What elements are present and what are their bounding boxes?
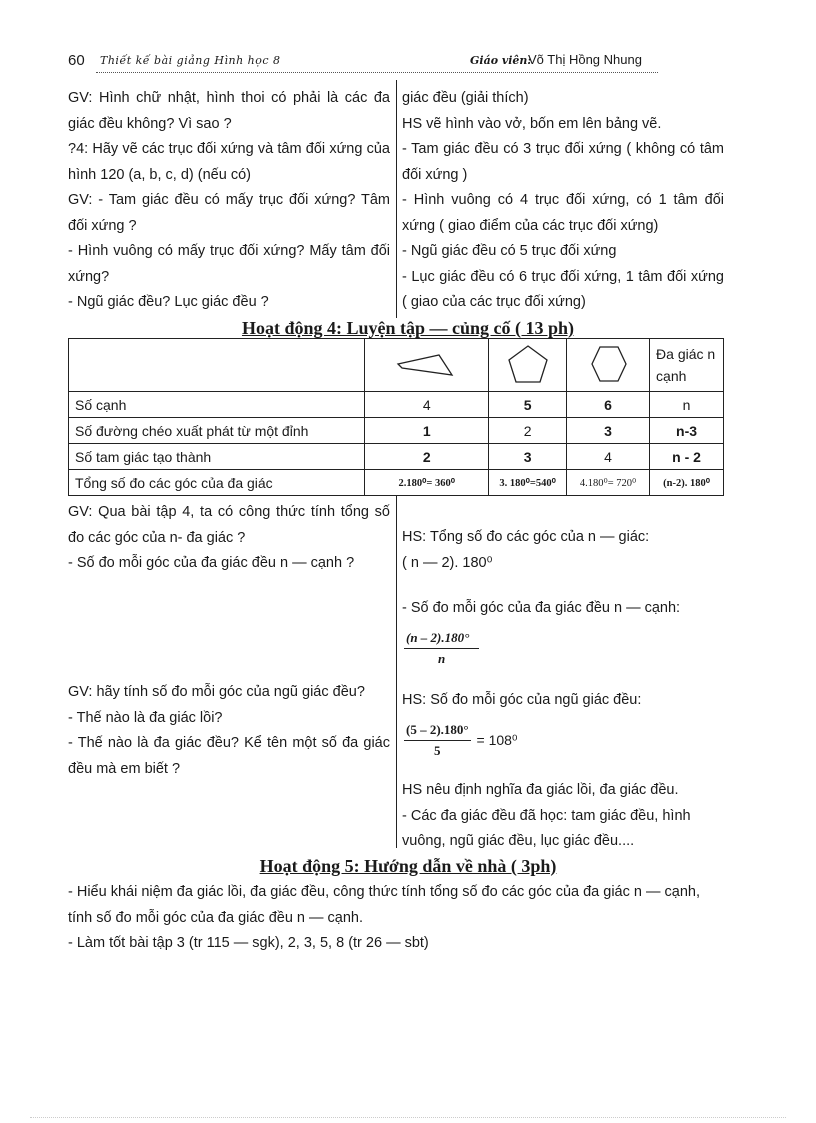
formula-denominator: 5 — [434, 743, 441, 758]
pentagon-angle-formula — [404, 722, 518, 759]
table-cell: 3 — [489, 444, 567, 470]
teacher-question: - Thế nào là đa giác đều? Kể tên một số đa giác đều mà em biết ? — [68, 735, 390, 777]
homework-item: - Làm tốt bài tập 3 (tr 115 — sgk), 2, 3, 5, 8 (tr 26 — sbt) — [68, 935, 429, 951]
column-divider — [396, 496, 397, 848]
homework-item: - Hiểu khái niệm đa giác lồi, đa giác đều, công thức tính tổng số đo các góc của đa giác n — cạnh, tính số đo mỗi góc của đa giác đều n — cạnh. — [68, 884, 700, 926]
student-answer: - Tam giác đều có 3 trục đối xứng ( không có tâm đối xứng ) — [402, 141, 724, 183]
student-answer: - Hình vuông có 4 trục đối xứng, có 1 tâm đối xứng ( giao điểm của các trục đối xứng) — [402, 192, 724, 234]
formula-numerator: (n – 2).180° — [404, 630, 479, 649]
teacher-question: - Hình vuông có mấy trục đối xứng? Mấy tâm đối xứng? — [68, 243, 390, 285]
student-answer: HS nêu định nghĩa đa giác lồi, đa giác đều. — [402, 782, 679, 798]
table-row — [69, 392, 724, 418]
activity4-heading: Hoạt động 4: Luyện tập — củng cố ( 13 ph) — [241, 318, 575, 338]
student-answer: - Lục giác đều có 6 trục đối xứng, 1 tâm đối xứng ( giao của các trục đối xứng) — [402, 268, 724, 310]
table-cell: 4 — [567, 444, 650, 470]
footer-rule — [30, 1117, 786, 1118]
teacher-question: GV: - Tam giác đều có mấy trục đối xứng? Tâm đối xứng ? — [68, 192, 390, 234]
table-cell: 2 — [365, 444, 489, 470]
activity5-heading: Hoạt động 5: Hướng dẫn về nhà ( 3ph) — [259, 856, 557, 876]
table-cell: 3 — [567, 418, 650, 444]
table-cell: (n-2). 180⁰ — [650, 470, 724, 496]
row-label: Số đường chéo xuất phát từ một đỉnh — [69, 418, 365, 444]
student-answer: giác đều (giải thích) — [402, 90, 529, 106]
teacher-question: - Ngũ giác đều? Lục giác đều ? — [68, 294, 269, 310]
student-answer: ( n — 2). 180⁰ — [402, 554, 493, 571]
teacher-question: GV: Hình chữ nhật, hình thoi có phải là các đa giác đều không? Vì sao ? — [68, 90, 390, 132]
section2-right-d — [402, 778, 724, 855]
student-answer: - Ngũ giác đều có 5 trục đối xứng — [402, 243, 617, 259]
book-title: Thiết kế bài giảng Hình học 8 — [100, 54, 281, 67]
teacher-name: Võ Thị Hồng Nhung — [528, 52, 642, 67]
table-cell: 6 — [567, 392, 650, 418]
teacher-question: - Số đo mỗi góc của đa giác đều n — cạnh ? — [68, 555, 355, 571]
polygon-table — [68, 338, 724, 496]
student-answer: HS vẽ hình vào vở, bốn em lên bảng vẽ. — [402, 115, 662, 132]
table-cell: 5 — [489, 392, 567, 418]
table-cell — [69, 339, 365, 392]
row-label: Số tam giác tạo thành — [69, 444, 365, 470]
column-divider — [396, 80, 397, 318]
page-number: 60 — [68, 52, 85, 69]
angle-formula — [404, 630, 479, 667]
table-cell: 2 — [489, 418, 567, 444]
n-gon-header: Đa giác n cạnh — [650, 339, 724, 392]
teacher-question: ?4: Hãy vẽ các trục đối xứng và tâm đối xứng của hình 120 (a, b, c, d) (nếu có) — [68, 141, 390, 183]
table-cell: 4 — [365, 392, 489, 418]
page-header — [68, 52, 658, 72]
section2-right-b — [402, 596, 724, 622]
table-cell: n-3 — [650, 418, 724, 444]
formula-numerator: (5 – 2).180° — [404, 722, 471, 741]
student-answer: - Các đa giác đều đã học: tam giác đều, hình vuông, ngũ giác đều, lục giác đều.... — [402, 807, 691, 849]
table-cell: 2.180⁰= 360⁰ — [365, 470, 489, 496]
homework — [68, 880, 724, 957]
table-row — [69, 444, 724, 470]
section2-right-a — [402, 525, 724, 576]
table-cell: 4.180⁰= 720⁰ — [567, 470, 650, 496]
formula-result: = 108⁰ — [476, 732, 518, 748]
formula-denominator: n — [438, 651, 446, 666]
table-row — [69, 418, 724, 444]
student-answer: HS: Số đo mỗi góc của ngũ giác đều: — [402, 692, 642, 708]
teacher-question: GV: Qua bài tập 4, ta có công thức tính tổng số đo các góc của n- đa giác ? — [68, 504, 390, 546]
table-cell: n - 2 — [650, 444, 724, 470]
section2-right-c — [402, 688, 724, 714]
quadrilateral-icon — [365, 339, 489, 392]
table-cell: 3. 180⁰=540⁰ — [489, 470, 567, 496]
table-cell: n — [650, 392, 724, 418]
section1-right — [402, 86, 724, 316]
student-answer: - Số đo mỗi góc của đa giác đều n — cạnh: — [402, 600, 681, 616]
section2-left — [68, 500, 390, 577]
table-row — [69, 470, 724, 496]
pentagon-icon — [489, 339, 567, 392]
header-rule — [96, 72, 658, 73]
teacher-question: GV: hãy tính số đo mỗi góc của ngũ giác đều? — [68, 684, 365, 700]
table-header-row — [69, 339, 724, 392]
row-label: Tổng số đo các góc của đa giác — [69, 470, 365, 496]
formula-fraction — [404, 722, 471, 759]
section2-left-b — [68, 680, 390, 782]
teacher-question: - Thế nào là đa giác lồi? — [68, 709, 223, 726]
hexagon-icon — [567, 339, 650, 392]
section1-left — [68, 86, 390, 316]
formula-fraction — [404, 630, 479, 667]
student-answer: HS: Tổng số đo các góc của n — giác: — [402, 529, 650, 545]
teacher-label: Giáo viên: — [470, 54, 532, 67]
row-label: Số cạnh — [69, 392, 365, 418]
table-cell: 1 — [365, 418, 489, 444]
